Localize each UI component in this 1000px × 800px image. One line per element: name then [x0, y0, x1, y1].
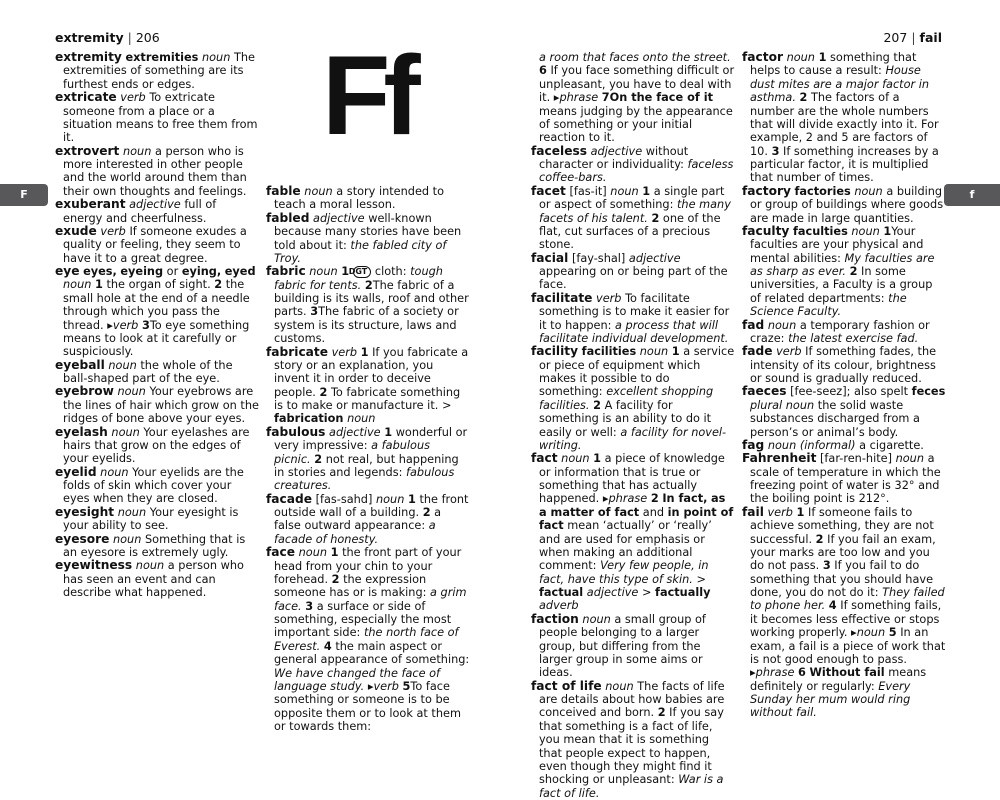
sense-number: 2: [364, 278, 373, 292]
sense-number: 3: [310, 305, 319, 319]
sense-number: 3: [305, 599, 314, 613]
definition: The fabric of a building is its walls, roof and other parts.: [274, 278, 469, 319]
headword: eye: [55, 264, 80, 278]
part-of-speech: noun: [561, 452, 590, 466]
definition: If someone exudes a quality or feeling, they seem to have it to a great degree.: [63, 224, 247, 265]
alternate-spelling: feces: [911, 385, 946, 399]
entry-fail: [742, 506, 946, 720]
sense-number: 1: [360, 345, 369, 359]
pronunciation: [fay-shal]: [571, 251, 626, 265]
headword: eyebrow: [55, 384, 114, 399]
example: Very few people, in fact, have this type of skin.: [539, 559, 709, 586]
example: a facade of honesty.: [274, 519, 436, 546]
definition: a false outward appearance:: [274, 506, 442, 533]
definition: The extremities of something are its furthest ends or edges.: [63, 51, 255, 91]
example: faceless coffee-bars.: [539, 158, 734, 185]
entry-eye: [55, 265, 259, 359]
sense-number: 5: [402, 679, 411, 693]
entry-factor: [742, 51, 946, 185]
entry-face: [266, 546, 470, 733]
sense-number: 2: [422, 506, 431, 519]
part-of-speech: verb: [120, 91, 146, 105]
definition: the main aspect or general appearance of something:: [274, 639, 470, 667]
definition: To facilitate something is to make it easier for it to happen:: [539, 291, 730, 332]
headword: fabled: [266, 210, 310, 225]
example: a fabulous picnic.: [274, 439, 431, 466]
definition: a service or piece of equipment which makes it possible to do something:: [539, 345, 735, 399]
definition: the solid waste substances discharged from a person’s or animal’s body.: [750, 398, 920, 439]
part-of-speech: noun: [122, 144, 152, 158]
headword: facilitate: [531, 290, 593, 305]
sense-number: 1: [330, 546, 339, 560]
sense-number: 1: [95, 278, 103, 292]
definition: not real, but happening in stories and legends:: [274, 452, 459, 479]
definition: a building or group of buildings where goods are made in large quantities.: [750, 184, 944, 225]
example: They failed to phone her.: [750, 586, 945, 613]
definition: a cigarette.: [859, 438, 924, 452]
entry-fag: [742, 439, 946, 452]
dgt-badge: DGT: [353, 266, 372, 278]
example: a room that faces onto the street.: [539, 51, 731, 64]
headword: faceless: [531, 143, 587, 158]
sense-number: 1: [341, 265, 350, 279]
part-of-speech: noun: [108, 358, 137, 372]
example: War is a fact of life.: [539, 773, 724, 800]
part-of-speech: adjective: [586, 586, 639, 599]
column-3: [531, 51, 735, 800]
entry-fahrenheit: [742, 452, 946, 506]
definition: If you say that something is a fact of life, you mean that it is something that people expect to happen, even though they might find it shocking or unpleasant:: [539, 706, 724, 787]
headword: Fahrenheit: [742, 451, 817, 466]
example: a process that will facilitate individual development.: [539, 318, 729, 345]
headword: fad: [742, 317, 765, 332]
sense-number: 4: [828, 599, 837, 613]
part-of-speech: noun: [767, 318, 797, 332]
pronunciation: [fas-sahd]: [315, 492, 373, 506]
entry-factory: [742, 185, 946, 225]
entry-facial: [531, 252, 735, 292]
inflection: eying,: [181, 265, 222, 278]
header-guide-word: fail: [919, 30, 942, 45]
sense-number: 7: [601, 91, 610, 105]
part-of-speech: noun: [201, 51, 231, 64]
derivative-marker: >: [441, 399, 452, 412]
sense-number: 2: [657, 706, 666, 720]
definition: the front outside wall of a building.: [274, 492, 469, 519]
part-of-speech: adjective: [129, 198, 181, 212]
part-of-speech: verb: [112, 318, 139, 332]
part-of-speech: noun: [767, 438, 797, 452]
example: the fabled city of Troy.: [274, 238, 447, 265]
entry-fabric: [266, 265, 470, 345]
sense-number: 2: [314, 452, 323, 466]
definition: To extricate someone from a place or a situation means to free them from it.: [63, 91, 258, 145]
definition: the organ of sight.: [106, 278, 211, 292]
part-of-speech: noun: [100, 465, 129, 479]
definition: a piece of knowledge or information that is true or something that has actually happened.: [539, 452, 725, 506]
sense-number: 4: [323, 639, 332, 653]
part-of-speech: phrase: [608, 492, 648, 506]
sense-number: 1: [818, 51, 827, 64]
sense-number: 1: [593, 452, 602, 466]
definition: If someone fails to achieve something, they are not successful.: [750, 505, 934, 546]
definition: If you fail an exam, your marks are too low and you do not pass.: [750, 532, 936, 573]
definition: If you face something difficult or unpleasant, you have to deal with it.: [539, 64, 735, 105]
pronunciation: [fas-it]: [569, 184, 607, 198]
derivative: factual: [539, 586, 584, 599]
sense-number: 2: [651, 211, 660, 225]
entry-fade: [742, 345, 946, 385]
entry-eyewitness: [55, 559, 259, 599]
part-of-speech: phrase: [559, 91, 599, 105]
definition: the small hole at the end of a needle through which you pass the thread.: [63, 278, 250, 332]
definition: a single part or aspect of something:: [539, 184, 725, 212]
example: a grim face.: [274, 586, 467, 613]
headword: eyewitness: [55, 558, 133, 573]
definition: well-known because many stories have been told about it:: [274, 211, 462, 252]
sense-number: 3: [822, 559, 831, 573]
sense-number: 1: [642, 184, 651, 198]
part-of-speech: plural noun: [750, 398, 815, 412]
headword: fact: [531, 451, 558, 466]
part-of-speech: phrase: [755, 666, 795, 680]
sense-number: 3: [141, 318, 150, 332]
spelling-note: also spelt: [854, 385, 909, 399]
column-1: [55, 51, 259, 599]
headword: exude: [55, 223, 97, 238]
sense-number: 2: [650, 492, 659, 506]
phrase: In fact,: [662, 492, 708, 506]
part-of-speech: noun: [639, 345, 669, 359]
definition: the whole of the ball-shaped part of the eye.: [63, 358, 233, 385]
sense-number: 2: [593, 398, 601, 412]
running-header-right: [860, 31, 942, 45]
usage-label: (informal): [799, 438, 856, 452]
headword: eyeball: [55, 357, 105, 372]
headword: exuberant: [55, 197, 126, 212]
example: the many facets of his talent.: [539, 198, 731, 225]
pronunciation: [fee-seez];: [790, 385, 851, 399]
arrow-icon: ▸: [107, 318, 113, 332]
part-of-speech: noun: [117, 385, 146, 399]
example: We have changed the face of language study.: [274, 666, 441, 693]
entry-exuberant: [55, 198, 259, 225]
sense-number: 1: [796, 505, 805, 519]
definition: a scale of temperature in which the freezing point of water is 32° and the boiling point is 212°.: [750, 452, 941, 506]
definition: In an exam, a fail is a piece of work that is not good enough to pass.: [750, 626, 946, 666]
connector: and: [642, 505, 665, 519]
definition: wonderful or very impressive:: [274, 425, 468, 453]
inflection: faculties: [792, 224, 848, 238]
headword: fail: [742, 504, 764, 519]
section-letter: Ff: [322, 33, 414, 158]
entry-eyebrow: [55, 385, 259, 425]
sense-number: 3: [771, 144, 780, 158]
arrow-icon: ▸: [553, 91, 560, 105]
entry-face-continued: [531, 51, 735, 145]
headword: fabric: [266, 264, 306, 279]
part-of-speech: verb: [596, 291, 622, 305]
column-4: [742, 51, 946, 720]
entry-faction: [531, 613, 735, 680]
definition: mean ‘actually’ or ‘really’ and are used for emphasis or when making an additional comment:: [539, 519, 712, 573]
part-of-speech: noun: [298, 546, 328, 560]
derivative-marker: >: [641, 586, 652, 599]
definition: The fabric of a society or system is its structure, laws and customs.: [274, 305, 459, 346]
entry-eyesight: [55, 506, 259, 533]
headword: fable: [266, 184, 301, 198]
example: the Science Faculty.: [750, 291, 907, 319]
page-number: 206: [135, 30, 160, 45]
entry-facet: [531, 185, 735, 252]
definition: Your faculties are your physical and mental abilities:: [750, 224, 924, 265]
headword: face: [266, 545, 296, 560]
headword: eyesore: [55, 531, 110, 546]
entry-fabled: [266, 212, 470, 266]
definition: If you fail to do something that you should have done, you do not do it:: [750, 559, 934, 599]
entry-eyeball: [55, 359, 259, 386]
definition: a small group of people belonging to a larger group, but differing from the larger group in some aims or ideas.: [539, 612, 706, 680]
headword: faction: [531, 611, 579, 626]
definition: means judging by the appearance of something or your initial reaction to it.: [539, 104, 733, 145]
part-of-speech: verb: [767, 505, 793, 519]
entry-extremity: [55, 51, 259, 91]
definition: To face something or someone is to be opposite them or to look at them or towards them:: [274, 679, 461, 733]
inflection: extremities: [125, 51, 199, 64]
definition: Your eyebrows are the lines of hair which grow on the ridges of bone above your eyes.: [63, 385, 259, 426]
headword: eyesight: [55, 504, 115, 519]
definition: A facility for something is an ability to do it easily or well:: [539, 398, 712, 439]
part-of-speech: noun: [854, 184, 883, 198]
entry-eyelash: [55, 426, 259, 466]
definition: Something that is an eyesore is extremely ugly.: [63, 532, 246, 559]
inflection: eyes,: [83, 265, 117, 278]
part-of-speech: noun: [786, 51, 815, 64]
sense-number: 2: [815, 532, 824, 546]
entry-faeces: [742, 385, 946, 439]
definition: appearing on or being part of the face.: [539, 265, 728, 292]
part-of-speech: verb: [776, 345, 802, 359]
thumb-tab-right: f: [944, 184, 1000, 206]
part-of-speech: noun: [851, 224, 880, 238]
pronunciation: [far-ren-hite]: [820, 452, 892, 466]
part-of-speech: verb: [373, 679, 399, 693]
definition: the front part of your head from your chin to your forehead.: [274, 546, 462, 586]
headword: facility: [531, 344, 579, 359]
part-of-speech: adjective: [329, 425, 381, 439]
headword: fact of life: [531, 678, 602, 693]
entry-faceless: [531, 145, 735, 185]
definition: The facts of life are details about how babies are conceived and born.: [539, 679, 725, 720]
headword: fade: [742, 344, 773, 359]
header-guide-word: extremity: [55, 30, 124, 45]
inflection: eyeing: [120, 265, 164, 278]
entry-eyesore: [55, 533, 259, 560]
headword: factor: [742, 50, 783, 64]
definition: something that helps to cause a result:: [750, 51, 917, 78]
sense-number: 5: [888, 626, 897, 640]
entry-fabricate: [266, 346, 470, 426]
definition: To fabricate something is to make or manufacture it.: [274, 385, 461, 412]
header-separator: |: [911, 30, 916, 45]
definition: If something fails, it becomes less effective or stops working properly.: [750, 599, 942, 640]
entry-faculty: [742, 225, 946, 319]
entry-fact-of-life: [531, 680, 735, 800]
phrase: Without fail: [809, 666, 885, 680]
entry-exude: [55, 225, 259, 265]
part-of-speech: noun: [375, 492, 405, 506]
headword: extrovert: [55, 143, 120, 158]
definition: a temporary fashion or craze:: [750, 318, 930, 345]
example: excellent shopping facilities.: [539, 385, 714, 412]
entry-extricate: [55, 91, 259, 145]
sense-number: 2: [849, 265, 858, 278]
part-of-speech: noun: [610, 184, 639, 198]
arrow-icon: ▸: [750, 666, 756, 680]
example: fabulous creatures.: [274, 465, 455, 493]
sense-number: 1: [407, 492, 416, 506]
phrase: as a matter of fact: [539, 492, 726, 519]
definition: To eye something means to look at it carefully or suspiciously.: [63, 318, 250, 359]
headword: fag: [742, 437, 765, 452]
inflection: eyed: [224, 265, 256, 278]
column-2: [266, 185, 470, 733]
definition: In some universities, a Faculty is a group of related departments:: [750, 265, 933, 305]
part-of-speech: noun: [347, 412, 376, 426]
sense-number: 2: [214, 278, 223, 292]
headword: facade: [266, 491, 312, 506]
headword: factory: [742, 183, 791, 198]
header-separator: |: [127, 30, 132, 45]
definition: a person who has seen an event and can describe what happened.: [63, 559, 244, 599]
sense-number: 2: [331, 572, 340, 586]
entry-fact: [531, 452, 735, 613]
part-of-speech: noun: [895, 452, 924, 466]
definition: a person who is more interested in other people and the world around them than their own thoughts and feelings.: [63, 144, 247, 198]
part-of-speech: noun: [582, 612, 611, 626]
part-of-speech: noun: [63, 278, 92, 292]
definition: If you fabricate a story or an explanation, you invent it in order to deceive people.: [274, 345, 469, 399]
definition: without character or individuality:: [539, 144, 689, 171]
part-of-speech: noun: [111, 425, 140, 439]
entry-fabulous: [266, 426, 470, 493]
example: a facility for novel-writing.: [539, 425, 727, 452]
entry-facility: [531, 345, 735, 452]
entry-facade: [266, 493, 470, 547]
part-of-speech: verb: [331, 345, 358, 359]
sense-number: 1: [671, 345, 680, 359]
inflection: factories: [794, 184, 851, 198]
headword: faculty: [742, 223, 790, 238]
headword: eyelash: [55, 424, 108, 439]
entry-facilitate: [531, 292, 735, 346]
part-of-speech: noun: [135, 559, 165, 573]
example: the north face of Everest.: [274, 626, 459, 653]
definition: The factors of a number are the whole numbers that will divide exactly into it. For example, 2 and 5 are factors of 10.: [750, 91, 939, 158]
definition: If something increases by a particular factor, it is multiplied that number of times.: [750, 144, 939, 185]
part-of-speech: noun: [117, 505, 147, 519]
definition: Your eyelashes are hairs that grow on the edges of your eyelids.: [63, 425, 250, 466]
phrase: in point of fact: [539, 505, 734, 533]
part-of-speech: noun: [309, 265, 338, 279]
headword: extremity: [55, 50, 122, 64]
part-of-speech: noun: [856, 626, 886, 640]
sense-number: 6: [539, 64, 547, 78]
example: the latest exercise fad.: [788, 331, 919, 345]
headword: fabricate: [266, 344, 328, 359]
definition: Your eyelids are the folds of skin which cover your eyes when they are closed.: [63, 465, 244, 506]
entry-fable: [266, 185, 470, 212]
definition: Your eyesight is your ability to see.: [63, 505, 239, 533]
sense-number: 1: [384, 425, 393, 439]
sense-number: 2: [799, 91, 808, 105]
definition: cloth:: [374, 265, 407, 279]
definition: one of the flat, cut surfaces of a precious stone.: [539, 211, 721, 252]
headword: faeces: [742, 384, 787, 399]
derivative: factually: [655, 586, 711, 599]
part-of-speech: noun: [304, 185, 333, 198]
connector: or: [166, 265, 179, 278]
definition: full of energy and cheerfulness.: [63, 198, 217, 225]
entry-fad: [742, 319, 946, 346]
phrase: On the face of it: [609, 91, 713, 105]
part-of-speech: noun: [605, 679, 634, 693]
example: My faculties are as sharp as ever.: [750, 251, 935, 278]
headword: fabulous: [266, 424, 326, 439]
definition: means definitely or regularly:: [750, 666, 927, 693]
thumb-tab-left: F: [0, 184, 48, 206]
part-of-speech: adjective: [313, 211, 365, 225]
derivative: fabrication: [274, 412, 344, 426]
part-of-speech: adjective: [590, 144, 643, 158]
headword: extricate: [55, 90, 117, 105]
definition: a story intended to teach a moral lesson.: [274, 185, 445, 212]
part-of-speech: adjective: [628, 251, 681, 265]
entry-eyelid: [55, 466, 259, 506]
example: Every Sunday her mum would ring without fail.: [750, 679, 911, 720]
arrow-icon: ▸: [367, 679, 374, 693]
running-header-left: [55, 31, 160, 45]
example: House dust mites are a major factor in asthma.: [750, 64, 930, 105]
sense-number: 2: [319, 385, 328, 399]
headword: eyelid: [55, 464, 97, 479]
derivative-marker: >: [696, 572, 706, 586]
sense-number: 1: [883, 224, 892, 238]
definition: the expression someone has or is making:: [274, 572, 427, 600]
definition: a surface or side of something, especially the most important side:: [274, 599, 452, 640]
inflection: facilities: [581, 345, 637, 359]
sense-number: 6: [798, 666, 806, 680]
part-of-speech: adverb: [539, 599, 579, 613]
example: tough fabric for tents.: [274, 265, 443, 292]
arrow-icon: ▸: [851, 626, 857, 640]
arrow-icon: ▸: [602, 492, 609, 506]
headword: facial: [531, 250, 569, 265]
part-of-speech: noun: [112, 532, 142, 546]
page-number: 207: [883, 30, 908, 45]
part-of-speech: verb: [100, 224, 126, 238]
headword: facet: [531, 183, 566, 198]
entry-extrovert: [55, 145, 259, 199]
definition: If something fades, the intensity of its colour, brightness or sound is gradually reduced.: [750, 345, 937, 385]
